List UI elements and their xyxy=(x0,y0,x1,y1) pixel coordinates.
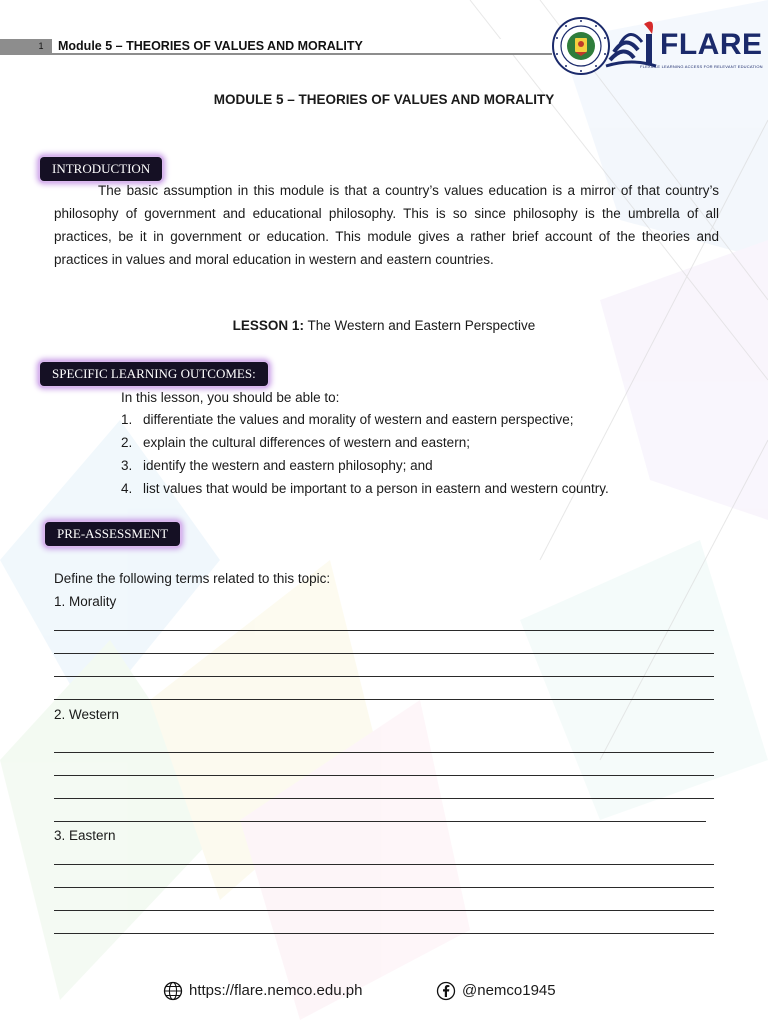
pre-assessment-instruction: Define the following terms related to this topic: xyxy=(54,571,331,586)
answer-line[interactable] xyxy=(54,630,714,631)
answer-line[interactable] xyxy=(54,699,714,700)
flare-logo-tagline: FLEXIBLE LEARNING ACCESS FOR RELEVANT EDUCATION xyxy=(640,64,763,69)
answer-line[interactable] xyxy=(54,864,714,865)
learning-outcomes-banner: SPECIFIC LEARNING OUTCOMES: xyxy=(40,362,268,386)
facebook-handle[interactable]: @nemco1945 xyxy=(462,982,556,999)
answer-line[interactable] xyxy=(54,775,714,776)
footer-facebook[interactable] xyxy=(436,980,556,1002)
answer-line[interactable] xyxy=(54,798,714,799)
introduction-text: The basic assumption in this module is that a country’s values education is a mirror of that country’s philosophy of government and educational philosophy. This is so since philosophy is the umbrella of all practices, be it in government or education. This module gives a rather brief account of the theories and practices in values and moral education in western and eastern countries. xyxy=(54,183,719,267)
globe-icon xyxy=(163,981,183,1001)
list-item xyxy=(121,477,609,500)
outcomes-list xyxy=(121,408,609,500)
introduction-paragraph xyxy=(54,179,719,271)
footer-website[interactable] xyxy=(163,980,362,1002)
answer-line[interactable] xyxy=(54,887,714,888)
answer-line[interactable] xyxy=(54,910,714,911)
college-seal-logo xyxy=(551,16,611,76)
list-item xyxy=(121,454,609,477)
answer-line[interactable] xyxy=(54,933,714,934)
lesson-title: The Western and Eastern Perspective xyxy=(303,318,536,333)
answer-line[interactable] xyxy=(54,653,714,654)
list-item-text: differentiate the values and morality of western and eastern perspective; xyxy=(143,412,574,427)
list-item-text: identify the western and eastern philosophy; and xyxy=(143,458,433,473)
introduction-banner: INTRODUCTION xyxy=(40,157,162,181)
answer-line[interactable] xyxy=(54,752,714,753)
website-link[interactable]: https://flare.nemco.edu.ph xyxy=(189,982,363,999)
answer-line[interactable] xyxy=(54,821,706,822)
answer-line[interactable] xyxy=(54,676,714,677)
term-eastern: 3. Eastern xyxy=(54,828,116,843)
list-item-text: list values that would be important to a person in eastern and western country. xyxy=(143,481,609,496)
list-item-number: 2. xyxy=(121,435,133,450)
term-morality: 1. Morality xyxy=(54,594,117,609)
pre-assessment-banner: PRE-ASSESSMENT xyxy=(45,522,180,546)
lesson-heading xyxy=(0,318,768,333)
list-item-number: 4. xyxy=(121,481,133,496)
list-item xyxy=(121,431,609,454)
term-western: 2. Western xyxy=(54,707,120,722)
list-item-text: explain the cultural differences of western and eastern; xyxy=(143,435,470,450)
list-item xyxy=(121,408,609,431)
outcomes-intro: In this lesson, you should be able to: xyxy=(121,390,340,405)
running-header-title: Module 5 – THEORIES OF VALUES AND MORALITY xyxy=(58,39,363,53)
list-item-number: 3. xyxy=(121,458,133,473)
module-title: MODULE 5 – THEORIES OF VALUES AND MORALITY xyxy=(213,92,555,107)
page-number: 1 xyxy=(38,41,44,51)
list-item-number: 1. xyxy=(121,412,133,427)
flare-logo-text: FLARE xyxy=(660,28,763,61)
facebook-icon xyxy=(436,981,456,1001)
lesson-label: LESSON 1: xyxy=(232,318,304,333)
